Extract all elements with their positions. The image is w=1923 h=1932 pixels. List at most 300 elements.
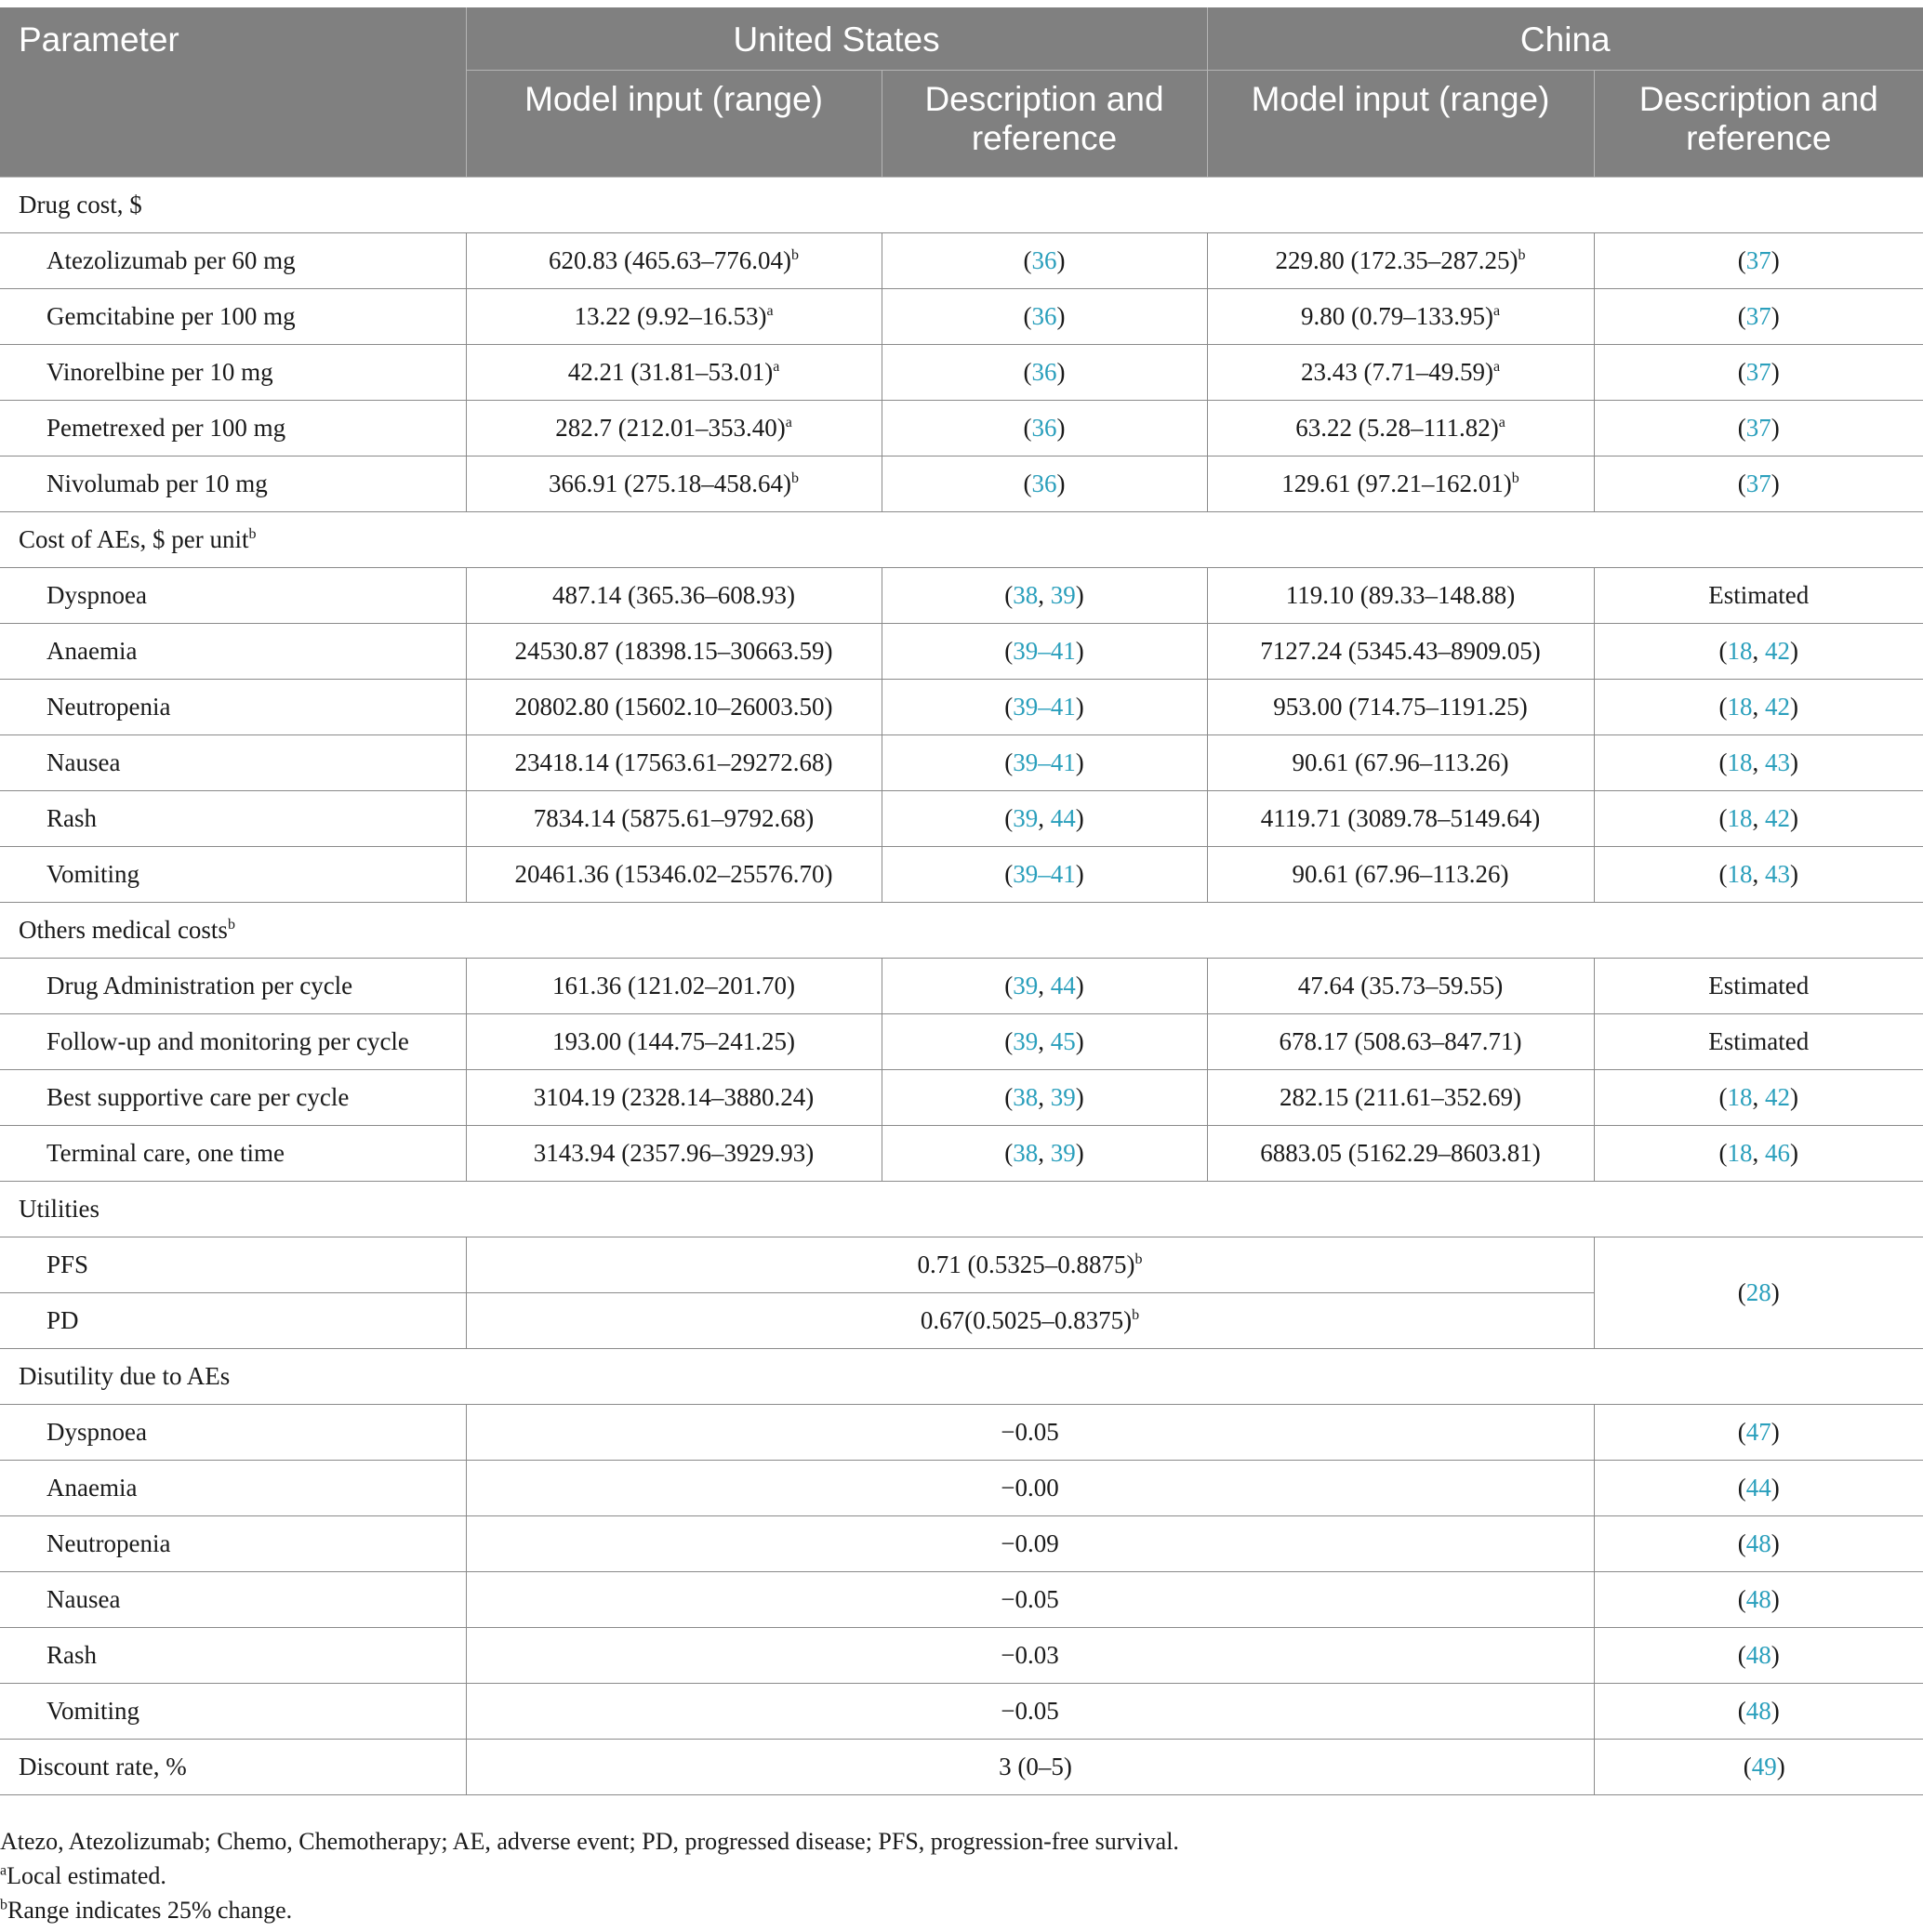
reference-link[interactable]: 37 [1745, 358, 1771, 386]
reference-link[interactable]: 46 [1765, 1139, 1791, 1167]
parameter-table [0, 7, 1923, 1795]
table-row [0, 233, 1923, 289]
value-text: 63.22 (5.28–111.82) [1295, 414, 1499, 442]
ref-paren-open: ( [1004, 1083, 1014, 1111]
reference-link[interactable]: 39 [1013, 972, 1039, 999]
reference-link[interactable]: 42 [1765, 804, 1791, 832]
ref-paren-close: ) [1770, 1641, 1780, 1669]
cn-reference: Estimated [1594, 959, 1923, 1014]
reference-link[interactable]: 39 [1013, 804, 1039, 832]
value-text: 119.10 (89.33–148.88) [1285, 581, 1516, 609]
row-label: Pemetrexed per 100 mg [0, 401, 466, 457]
disutility-reference [1594, 1628, 1923, 1684]
ref-paren-close: ) [1770, 1697, 1780, 1725]
footnote-mark: a [785, 415, 792, 430]
value-text: 23418.14 (17563.61–29272.68) [514, 748, 833, 776]
ref-paren-close: ) [1056, 358, 1066, 386]
table-row [0, 457, 1923, 512]
reference-link[interactable]: 37 [1745, 470, 1771, 497]
row-label: Neutropenia [0, 1516, 466, 1572]
section-cost-of-aes [0, 512, 1923, 568]
reference-link[interactable]: 42 [1765, 637, 1791, 665]
reference-link[interactable]: 39–41 [1013, 748, 1076, 776]
reference-link[interactable]: 36 [1031, 246, 1057, 274]
reference-link[interactable]: 44 [1745, 1474, 1771, 1502]
cn-reference [1594, 401, 1923, 457]
footnote-mark: a [1498, 415, 1505, 430]
us-model-input [466, 1070, 882, 1126]
ref-paren-open: ( [1718, 693, 1728, 721]
us-reference [882, 847, 1207, 903]
us-model-input [466, 457, 882, 512]
cn-reference [1594, 847, 1923, 903]
reference-link[interactable]: 48 [1745, 1641, 1771, 1669]
cn-reference [1594, 345, 1923, 401]
ref-separator: , [1752, 860, 1766, 888]
ref-paren-open: ( [1737, 1529, 1746, 1557]
ref-paren-open: ( [1023, 470, 1032, 497]
table-row [0, 1070, 1923, 1126]
us-model-input [466, 735, 882, 791]
us-model-input [466, 289, 882, 345]
cn-reference [1594, 289, 1923, 345]
section-title [0, 1349, 1923, 1405]
reference-link[interactable]: 18 [1727, 1083, 1753, 1111]
ref-paren-close: ) [1770, 302, 1780, 330]
ref-paren-close: ) [1075, 972, 1084, 999]
utility-value [466, 1237, 1594, 1293]
value-text: 20802.80 (15602.10–26003.50) [514, 693, 833, 721]
discount-value: 3 (0–5) [466, 1740, 1594, 1795]
parameter-table-container [0, 7, 1923, 1795]
ref-paren-open: ( [1004, 637, 1014, 665]
reference-link[interactable]: 45 [1050, 1027, 1076, 1055]
cn-reference [1594, 624, 1923, 680]
disutility-reference [1594, 1572, 1923, 1628]
reference-link[interactable]: 36 [1031, 470, 1057, 497]
reference-link[interactable]: 18 [1727, 693, 1753, 721]
disutility-value: −0.00 [466, 1461, 1594, 1516]
cn-model-input [1207, 735, 1594, 791]
row-label: PFS [0, 1237, 466, 1293]
ref-paren-open: ( [1718, 1139, 1728, 1167]
ref-paren-open: ( [1004, 1027, 1014, 1055]
table-row [0, 1014, 1923, 1070]
row-label: Nausea [0, 735, 466, 791]
cn-model-input [1207, 959, 1594, 1014]
reference-link[interactable]: 36 [1031, 414, 1057, 442]
ref-paren-open: ( [1023, 414, 1032, 442]
ref-paren-close: ) [1056, 246, 1066, 274]
value-text: 47.64 (35.73–59.55) [1297, 972, 1504, 999]
ref-paren-open: ( [1737, 246, 1746, 274]
ref-paren-close: ) [1075, 804, 1084, 832]
cn-reference [1594, 791, 1923, 847]
value-text: 20461.36 (15346.02–25576.70) [514, 860, 833, 888]
row-label: Follow-up and monitoring per cycle [0, 1014, 466, 1070]
cn-model-input [1207, 568, 1594, 624]
section-label: Utilities [19, 1195, 99, 1223]
table-row [0, 791, 1923, 847]
reference-link[interactable]: 39–41 [1013, 860, 1076, 888]
ref-paren-open: ( [1737, 1641, 1746, 1669]
table-row-discount [0, 1740, 1923, 1795]
cn-reference [1594, 735, 1923, 791]
ref-paren-open: ( [1004, 581, 1014, 609]
footnote-mark: a [1492, 359, 1501, 375]
us-reference [882, 457, 1207, 512]
ref-paren-close: ) [1056, 302, 1066, 330]
reference-link[interactable]: 39 [1013, 1027, 1039, 1055]
us-model-input [466, 959, 882, 1014]
reference-link[interactable]: 43 [1765, 860, 1791, 888]
reference-link[interactable]: 48 [1745, 1585, 1771, 1613]
us-reference [882, 791, 1207, 847]
footnote-mark: a [1492, 303, 1501, 319]
reference-link[interactable]: 39–41 [1013, 693, 1076, 721]
us-model-input [466, 791, 882, 847]
table-row [0, 289, 1923, 345]
ref-paren-open: ( [1004, 972, 1014, 999]
utility-reference [1594, 1237, 1923, 1349]
footnote-mark: b [1518, 247, 1526, 263]
cn-model-input [1207, 624, 1594, 680]
header-cn-model-input: Model input (range) [1207, 71, 1594, 178]
ref-separator: , [1752, 748, 1766, 776]
reference-link[interactable]: 43 [1765, 748, 1791, 776]
cn-model-input [1207, 457, 1594, 512]
value-text: 487.14 (365.36–608.93) [552, 581, 795, 609]
ref-paren-open: ( [1737, 470, 1746, 497]
ref-separator: , [1038, 1139, 1051, 1167]
ref-paren-close: ) [1790, 637, 1799, 665]
reference-link[interactable]: 18 [1727, 804, 1753, 832]
us-reference [882, 1014, 1207, 1070]
reference-link[interactable]: 49 [1751, 1753, 1777, 1780]
us-model-input [466, 680, 882, 735]
value-text: 229.80 (172.35–287.25) [1275, 246, 1519, 274]
us-reference [882, 680, 1207, 735]
footnote-mark: b [1511, 470, 1519, 486]
table-row [0, 1405, 1923, 1461]
cn-model-input [1207, 847, 1594, 903]
ref-paren-close: ) [1790, 748, 1799, 776]
ref-paren-close: ) [1770, 1585, 1780, 1613]
ref-paren-open: ( [1737, 414, 1746, 442]
footnote-mark: b [1134, 1251, 1143, 1267]
ref-paren-open: ( [1737, 1474, 1746, 1502]
us-model-input [466, 847, 882, 903]
reference-link[interactable]: 48 [1745, 1697, 1771, 1725]
ref-paren-close: ) [1770, 1529, 1780, 1557]
reference-link[interactable]: 18 [1727, 748, 1753, 776]
value-text: 7127.24 (5345.43–8909.05) [1260, 637, 1541, 665]
ref-paren-close: ) [1776, 1753, 1785, 1780]
reference-link[interactable]: 37 [1745, 414, 1771, 442]
row-label: Gemcitabine per 100 mg [0, 289, 466, 345]
footnotes [0, 1824, 1923, 1927]
ref-paren-close: ) [1770, 1474, 1780, 1502]
cn-model-input [1207, 401, 1594, 457]
value-text: 366.91 (275.18–458.64) [549, 470, 791, 497]
disutility-value: −0.03 [466, 1628, 1594, 1684]
ref-paren-close: ) [1056, 470, 1066, 497]
row-label: Dyspnoea [0, 1405, 466, 1461]
header-cn-description: Description and reference [1594, 71, 1923, 178]
us-model-input [466, 401, 882, 457]
value-text: 90.61 (67.96–113.26) [1292, 748, 1509, 776]
disutility-value: −0.05 [466, 1572, 1594, 1628]
value-text: 6883.05 (5162.29–8603.81) [1260, 1139, 1541, 1167]
ref-paren-close: ) [1075, 693, 1084, 721]
us-model-input [466, 233, 882, 289]
table-row [0, 568, 1923, 624]
reference-link[interactable]: 38 [1013, 1083, 1039, 1111]
section-label: Drug cost, $ [19, 191, 142, 218]
value-text: 3104.19 (2328.14–3880.24) [533, 1083, 815, 1111]
cn-reference [1594, 457, 1923, 512]
reference-link[interactable]: 39–41 [1013, 637, 1076, 665]
row-label: Vomiting [0, 847, 466, 903]
header-united-states: United States [466, 7, 1207, 71]
ref-paren-open: ( [1737, 302, 1746, 330]
reference-link[interactable]: 36 [1031, 302, 1057, 330]
footnote-b: $^b$Range indicates 25% change. [0, 1897, 293, 1924]
value-text: 282.7 (212.01–353.40) [555, 414, 786, 442]
reference-link[interactable]: 38 [1013, 581, 1039, 609]
table-row [0, 1237, 1923, 1293]
value-text: 4119.71 (3089.78–5149.64) [1260, 804, 1541, 832]
ref-paren-close: ) [1790, 1139, 1799, 1167]
footnote-mark: a [766, 303, 774, 319]
ref-paren-close: ) [1770, 1418, 1780, 1446]
ref-separator: , [1038, 1027, 1051, 1055]
ref-paren-open: ( [1023, 246, 1032, 274]
value-text: 282.15 (211.61–352.69) [1280, 1083, 1521, 1111]
discount-reference [1594, 1740, 1923, 1795]
section-title [0, 178, 1923, 233]
table-row [0, 1126, 1923, 1182]
reference-link[interactable]: 28 [1745, 1278, 1771, 1306]
ref-paren-open: ( [1718, 1083, 1728, 1111]
row-label: Dyspnoea [0, 568, 466, 624]
us-reference [882, 735, 1207, 791]
ref-paren-close: ) [1075, 581, 1084, 609]
ref-paren-close: ) [1075, 1139, 1084, 1167]
ref-paren-close: ) [1790, 1083, 1799, 1111]
disutility-reference [1594, 1516, 1923, 1572]
cn-model-input [1207, 233, 1594, 289]
row-label: Atezolizumab per 60 mg [0, 233, 466, 289]
footnote-a: $^a$Local estimated. [0, 1862, 166, 1889]
row-label: Rash [0, 1628, 466, 1684]
us-model-input [466, 1126, 882, 1182]
footnote-mark: b [227, 917, 235, 933]
ref-separator: , [1752, 693, 1766, 721]
table-row [0, 1684, 1923, 1740]
ref-paren-close: ) [1075, 1027, 1084, 1055]
row-label: Neutropenia [0, 680, 466, 735]
us-model-input [466, 624, 882, 680]
ref-paren-open: ( [1004, 693, 1014, 721]
footnote-mark: b [790, 247, 799, 263]
ref-paren-open: ( [1737, 358, 1746, 386]
section-label: Others medical costs [19, 916, 228, 944]
ref-separator: , [1038, 804, 1051, 832]
row-label: Anaemia [0, 1461, 466, 1516]
ref-paren-close: ) [1075, 860, 1084, 888]
ref-separator: , [1752, 804, 1766, 832]
header-china: China [1207, 7, 1923, 71]
value-text: 620.83 (465.63–776.04) [549, 246, 791, 274]
section-title [0, 512, 1923, 568]
disutility-value: −0.05 [466, 1684, 1594, 1740]
row-label: Rash [0, 791, 466, 847]
row-label: Terminal care, one time [0, 1126, 466, 1182]
table-row [0, 624, 1923, 680]
ref-paren-close: ) [1075, 748, 1084, 776]
utility-value [466, 1293, 1594, 1349]
us-reference [882, 568, 1207, 624]
reference-link[interactable]: 44 [1050, 972, 1076, 999]
value-text: 129.61 (97.21–162.01) [1281, 470, 1512, 497]
value-text: 161.36 (121.02–201.70) [552, 972, 795, 999]
ref-paren-open: ( [1737, 1697, 1746, 1725]
row-label: Vomiting [0, 1684, 466, 1740]
cn-reference [1594, 233, 1923, 289]
ref-paren-close: ) [1790, 860, 1799, 888]
reference-link[interactable]: 18 [1727, 860, 1753, 888]
header-us-description: Description and reference [882, 71, 1207, 178]
reference-link[interactable]: 44 [1050, 804, 1076, 832]
ref-paren-close: ) [1770, 470, 1780, 497]
us-reference [882, 233, 1207, 289]
reference-link[interactable]: 48 [1745, 1529, 1771, 1557]
value-text: 953.00 (714.75–1191.25) [1273, 693, 1528, 721]
reference-link[interactable]: 37 [1745, 302, 1771, 330]
ref-paren-open: ( [1718, 860, 1728, 888]
table-row [0, 847, 1923, 903]
table-row [0, 1516, 1923, 1572]
ref-paren-close: ) [1075, 637, 1084, 665]
ref-separator: , [1038, 1083, 1051, 1111]
value-text: 90.61 (67.96–113.26) [1292, 860, 1509, 888]
ref-paren-open: ( [1004, 860, 1014, 888]
cn-model-input [1207, 345, 1594, 401]
section-title [0, 903, 1923, 959]
ref-paren-close: ) [1770, 246, 1780, 274]
us-reference [882, 1126, 1207, 1182]
footnote-mark: b [1132, 1307, 1140, 1323]
ref-separator: , [1038, 972, 1051, 999]
table-row [0, 735, 1923, 791]
ref-paren-close: ) [1790, 693, 1799, 721]
ref-paren-open: ( [1718, 748, 1728, 776]
reference-link[interactable]: 42 [1765, 693, 1791, 721]
ref-separator: , [1752, 637, 1766, 665]
ref-separator: , [1752, 1139, 1766, 1167]
cn-model-input [1207, 1126, 1594, 1182]
section-disutility [0, 1349, 1923, 1405]
row-label: Vinorelbine per 10 mg [0, 345, 466, 401]
reference-link[interactable]: 42 [1765, 1083, 1791, 1111]
cn-model-input [1207, 680, 1594, 735]
row-label: Anaemia [0, 624, 466, 680]
reference-link[interactable]: 47 [1745, 1418, 1771, 1446]
section-other-medical-costs [0, 903, 1923, 959]
disutility-reference [1594, 1684, 1923, 1740]
us-reference [882, 959, 1207, 1014]
table-row [0, 1628, 1923, 1684]
ref-paren-open: ( [1737, 1278, 1746, 1306]
reference-link[interactable]: 18 [1727, 1139, 1753, 1167]
value-text: 42.21 (31.81–53.01) [567, 358, 774, 386]
value-text: 13.22 (9.92–16.53) [574, 302, 767, 330]
ref-paren-open: ( [1737, 1418, 1746, 1446]
row-label: Nivolumab per 10 mg [0, 457, 466, 512]
ref-paren-open: ( [1004, 804, 1014, 832]
reference-link[interactable]: 37 [1745, 246, 1771, 274]
row-label: Nausea [0, 1572, 466, 1628]
cn-model-input [1207, 1070, 1594, 1126]
cn-model-input [1207, 289, 1594, 345]
row-label: Drug Administration per cycle [0, 959, 466, 1014]
section-label: Cost of AEs, $ per unit [19, 525, 249, 553]
footnote-mark: b [790, 470, 799, 486]
reference-link[interactable]: 39 [1050, 581, 1076, 609]
reference-link[interactable]: 36 [1031, 358, 1057, 386]
row-label: PD [0, 1293, 466, 1349]
ref-paren-close: ) [1075, 1083, 1084, 1111]
table-row [0, 680, 1923, 735]
footnote-abbreviations: Atezo, Atezolizumab; Chemo, Chemotherapy; AE, adverse event; PD, progressed disease; PFS, progression-free survival. [0, 1828, 1179, 1855]
cn-model-input [1207, 791, 1594, 847]
section-utilities [0, 1182, 1923, 1237]
value-text: 24530.87 (18398.15–30663.59) [514, 637, 833, 665]
row-label: Best supportive care per cycle [0, 1070, 466, 1126]
ref-paren-open: ( [1023, 358, 1032, 386]
value-text: 9.80 (0.79–133.95) [1300, 302, 1493, 330]
ref-paren-close: ) [1056, 414, 1066, 442]
ref-paren-open: ( [1004, 1139, 1014, 1167]
disutility-reference [1594, 1405, 1923, 1461]
row-label: Discount rate, % [0, 1740, 466, 1795]
value-text: 0.71 (0.5325–0.8875) [917, 1251, 1135, 1278]
reference-link[interactable]: 18 [1727, 637, 1753, 665]
us-model-input [466, 568, 882, 624]
value-text: 0.67(0.5025–0.8375) [920, 1306, 1133, 1334]
ref-paren-close: ) [1770, 414, 1780, 442]
table-header [0, 7, 1923, 178]
reference-link[interactable]: 39 [1050, 1139, 1076, 1167]
ref-paren-close: ) [1770, 358, 1780, 386]
ref-paren-close: ) [1790, 804, 1799, 832]
us-model-input [466, 345, 882, 401]
reference-link[interactable]: 39 [1050, 1083, 1076, 1111]
ref-paren-open: ( [1718, 804, 1728, 832]
reference-link[interactable]: 38 [1013, 1139, 1039, 1167]
us-reference [882, 624, 1207, 680]
value-text: 7834.14 (5875.61–9792.68) [533, 804, 815, 832]
disutility-value: −0.09 [466, 1516, 1594, 1572]
ref-paren-open: ( [1718, 637, 1728, 665]
header-parameter: Parameter [0, 7, 466, 178]
value-text: 678.17 (508.63–847.71) [1279, 1027, 1522, 1055]
table-row [0, 1461, 1923, 1516]
disutility-reference [1594, 1461, 1923, 1516]
ref-paren-open: ( [1023, 302, 1032, 330]
disutility-value: −0.05 [466, 1405, 1594, 1461]
